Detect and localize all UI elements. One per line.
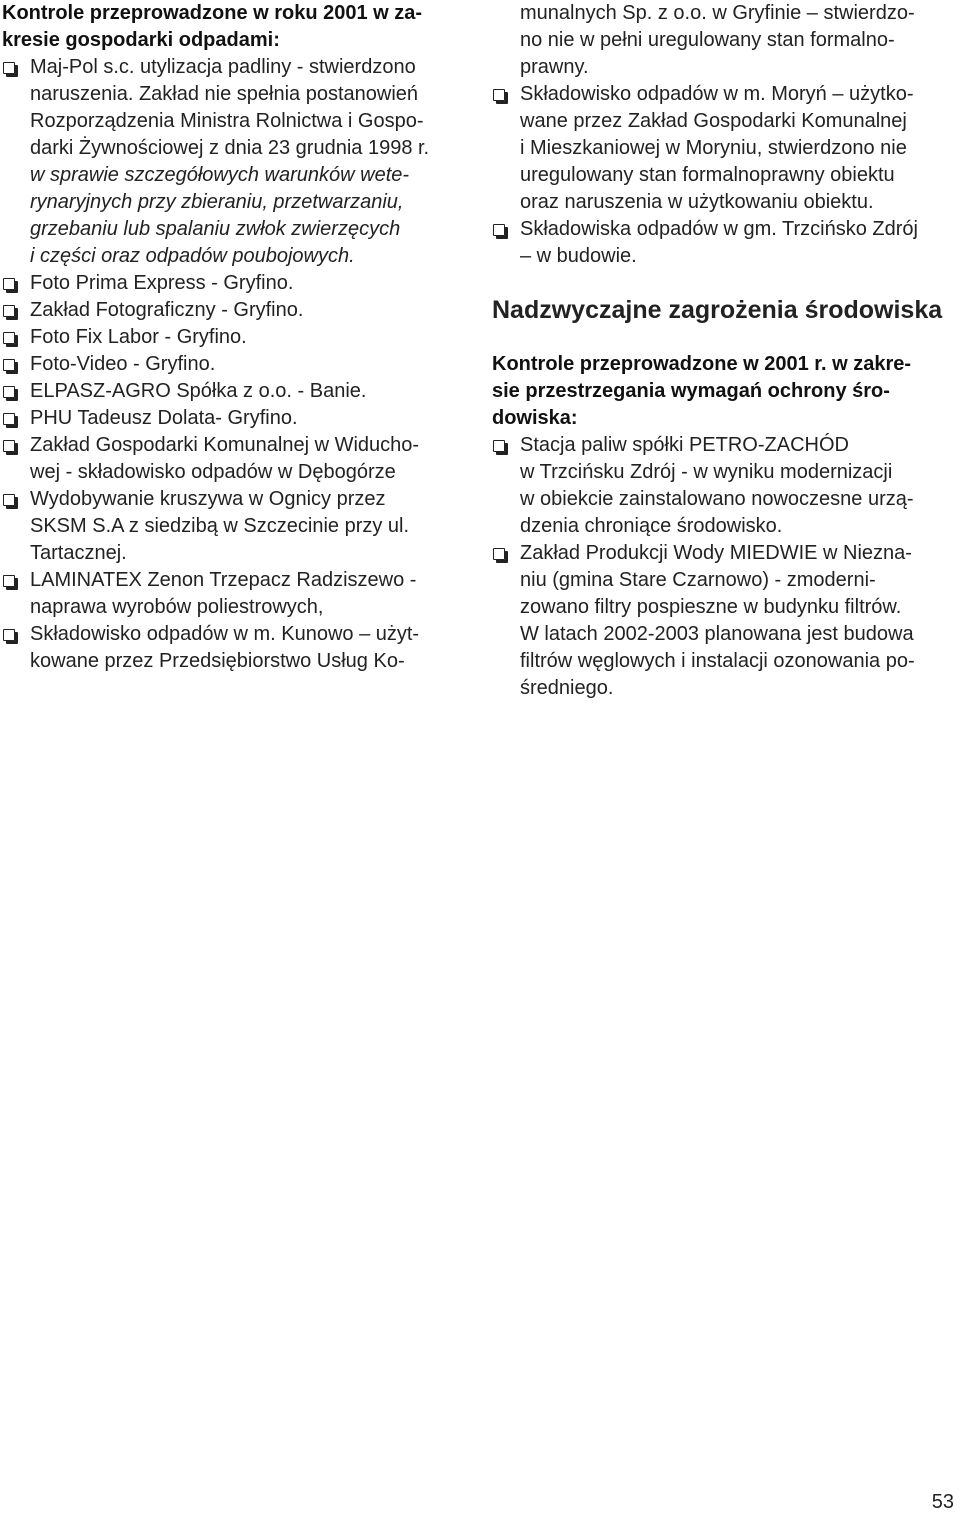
- heading-waste-control: [2, 0, 468, 54]
- left-item-italic-line: w sprawie szczegółowych warunków wete-: [30, 164, 410, 186]
- left-item-line: Rozporządzenia Ministra Rolnictwa i Gospo-: [30, 110, 424, 132]
- right2-item: [492, 432, 958, 540]
- left-item-line: Składowisko odpadów w m. Kunowo – użyt-: [30, 623, 420, 645]
- right2-item-line: Zakład Produkcji Wody MIEDWIE w Niezna-: [520, 542, 912, 564]
- heading-environment-control: [492, 351, 958, 432]
- page-number: 53: [931, 1491, 954, 1513]
- left-item-italic-line: grzebaniu lub spalaniu zwłok zwierzęcych: [30, 218, 401, 240]
- checkbox-bullet-icon: [3, 278, 15, 290]
- right-item: [492, 216, 958, 270]
- left-item-line: wej - składowisko odpadów w Dębogórze: [30, 461, 396, 483]
- left-item: [2, 621, 468, 675]
- left-item-line: Zakład Gospodarki Komunalnej w Widucho-: [30, 434, 420, 456]
- heading-environment-control-line: sie przestrzegania wymagań ochrony śro-: [492, 380, 890, 402]
- right-item-line: oraz naruszenia w użytkowaniu obiektu.: [520, 191, 874, 213]
- right-item-line: – w budowie.: [520, 245, 637, 267]
- checkbox-bullet-icon: [3, 332, 15, 344]
- heading-waste-control-line: kresie gospodarki odpadami:: [2, 29, 280, 51]
- left-item-line: naprawa wyrobów poliestrowych,: [30, 596, 324, 618]
- left-item-line: PHU Tadeusz Dolata- Gryfino.: [30, 407, 298, 429]
- left-item-italic-line: rynaryjnych przy zbieraniu, przetwarzaniu,: [30, 191, 404, 213]
- checkbox-bullet-icon: [3, 386, 15, 398]
- checkbox-bullet-icon: [3, 440, 15, 452]
- left-item-line: Wydobywanie kruszywa w Ognicy przez: [30, 488, 386, 510]
- checkbox-bullet-icon: [493, 548, 505, 560]
- left-item-line: Maj-Pol s.c. utylizacja padliny - stwierdzono: [30, 56, 416, 78]
- left-item-line: darki Żywnościowej z dnia 23 grudnia 1998 r.: [30, 137, 430, 159]
- right2-item-line: średniego.: [520, 677, 614, 699]
- right-item-line: Składowiska odpadów w gm. Trzcińsko Zdrój: [520, 218, 918, 240]
- right-item-line: Składowisko odpadów w m. Moryń – użytko-: [520, 83, 914, 105]
- section-title: Nadzwyczajne zagrożenia środowiska: [492, 296, 943, 324]
- left-item: [2, 432, 468, 486]
- left-item: [2, 270, 468, 297]
- checkbox-bullet-icon: [493, 440, 505, 452]
- right2-item-line: Stacja paliw spółki PETRO-ZACHÓD: [520, 434, 849, 456]
- left-item: [2, 351, 468, 378]
- left-item: [2, 297, 468, 324]
- continuation-line: munalnych Sp. z o.o. w Gryfinie – stwierdzo-: [520, 2, 915, 24]
- continuation-line: no nie w pełni uregulowany stan formalno-: [520, 29, 895, 51]
- left-item: [2, 54, 468, 270]
- left-item-line: kowane przez Przedsiębiorstwo Usług Ko-: [30, 650, 405, 672]
- checkbox-bullet-icon: [3, 359, 15, 371]
- left-item-line: Foto-Video - Gryfino.: [30, 353, 216, 375]
- left-item-line: SKSM S.A z siedzibą w Szczecinie przy ul.: [30, 515, 410, 537]
- checkbox-bullet-icon: [3, 62, 15, 74]
- checkbox-bullet-icon: [493, 89, 505, 101]
- right-item-line: wane przez Zakład Gospodarki Komunalnej: [520, 110, 907, 132]
- left-item: [2, 324, 468, 351]
- checkbox-bullet-icon: [3, 305, 15, 317]
- left-item: [2, 486, 468, 567]
- right2-item-line: zowano filtry pospieszne w budynku filtrów.: [520, 596, 902, 618]
- right2-item-line: dzenia chroniące środowisko.: [520, 515, 783, 537]
- right-item: [492, 81, 958, 216]
- left-item-line: naruszenia. Zakład nie spełnia postanowień: [30, 83, 419, 105]
- continuation-text: [492, 0, 958, 81]
- left-item-line: Tartacznej.: [30, 542, 127, 564]
- heading-environment-control-line: Kontrole przeprowadzone w 2001 r. w zakre-: [492, 353, 912, 375]
- checkbox-bullet-icon: [3, 629, 15, 641]
- right2-item-line: w Trzcińsku Zdrój - w wyniku modernizacji: [520, 461, 893, 483]
- continuation-line: prawny.: [520, 56, 589, 78]
- left-item-line: Foto Fix Labor - Gryfino.: [30, 326, 247, 348]
- right2-item-line: w obiekcie zainstalowano nowoczesne urzą-: [520, 488, 914, 510]
- right-item-line: i Mieszkaniowej w Moryniu, stwierdzono nie: [520, 137, 907, 159]
- checkbox-bullet-icon: [493, 224, 505, 236]
- right2-item: [492, 540, 958, 702]
- left-item: [2, 567, 468, 621]
- left-item: [2, 405, 468, 432]
- checkbox-bullet-icon: [3, 413, 15, 425]
- right2-item-line: niu (gmina Stare Czarnowo) - zmoderni-: [520, 569, 876, 591]
- right-item-line: uregulowany stan formalnoprawny obiektu: [520, 164, 895, 186]
- left-item-line: LAMINATEX Zenon Trzepacz Radziszewo -: [30, 569, 417, 591]
- left-item-line: Zakład Fotograficzny - Gryfino.: [30, 299, 304, 321]
- heading-environment-control-line: dowiska:: [492, 407, 578, 429]
- checkbox-bullet-icon: [3, 494, 15, 506]
- left-item-italic-line: i części oraz odpadów poubojowych.: [30, 245, 355, 267]
- left-item-line: ELPASZ-AGRO Spółka z o.o. - Banie.: [30, 380, 367, 402]
- left-column: [2, 0, 468, 675]
- right-column: [492, 0, 958, 702]
- checkbox-bullet-icon: [3, 575, 15, 587]
- right2-item-line: filtrów węglowych i instalacji ozonowania po-: [520, 650, 915, 672]
- left-item: [2, 378, 468, 405]
- right2-item-line: W latach 2002-2003 planowana jest budowa: [520, 623, 914, 645]
- heading-waste-control-line: Kontrole przeprowadzone w roku 2001 w za-: [2, 2, 423, 24]
- left-item-line: Foto Prima Express - Gryfino.: [30, 272, 294, 294]
